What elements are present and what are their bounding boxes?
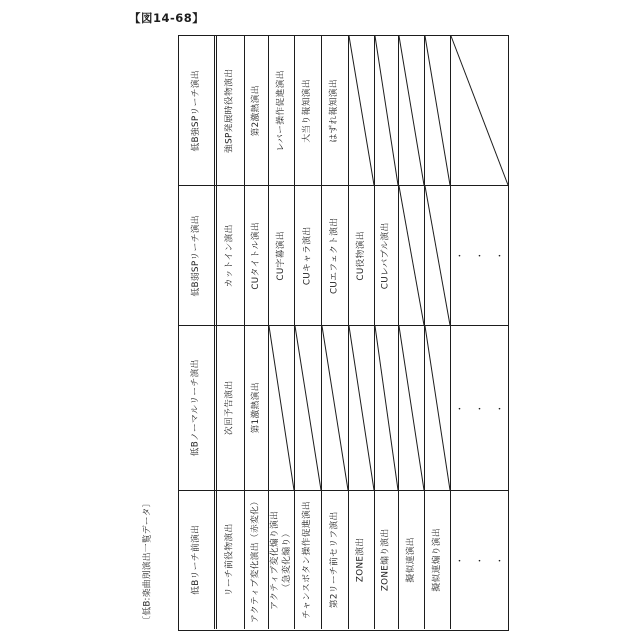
table-cell-empty xyxy=(375,326,399,490)
diagonal-slash-icon xyxy=(375,36,398,185)
table-cell xyxy=(269,36,295,185)
diagonal-slash-icon xyxy=(425,36,450,185)
table-cell-empty xyxy=(425,326,451,490)
cell-label: CUレバブル演出 xyxy=(380,222,391,289)
diagonal-slash-icon xyxy=(399,326,424,490)
diagonal-slash-icon xyxy=(425,326,450,490)
row-header-cell xyxy=(179,36,217,185)
row-header-cell xyxy=(179,491,217,629)
table-cell xyxy=(399,491,425,629)
cell-label-two-line xyxy=(269,510,294,609)
diagonal-slash-icon xyxy=(322,326,348,490)
table-cell-empty xyxy=(269,326,295,490)
cell-label: CUエフェクト演出 xyxy=(329,217,340,294)
table-cell xyxy=(217,36,245,185)
table-cell xyxy=(322,36,349,185)
cell-label: ZONE演出 xyxy=(355,537,366,583)
table-cell-ellipsis xyxy=(451,186,515,325)
diagonal-slash-icon xyxy=(425,186,450,325)
cell-label: 大当り報知演出 xyxy=(302,78,313,143)
table-side-caption-text: 〔低B:楽曲別演出一覧データ〕 xyxy=(142,497,153,625)
table-cell xyxy=(322,186,349,325)
table-cell-empty xyxy=(399,326,425,490)
table-cell xyxy=(245,491,269,629)
table-cell-empty xyxy=(322,326,349,490)
cell-label: レバー操作促進演出 xyxy=(275,69,286,152)
row-header-label: 低Bリーチ前演出 xyxy=(190,524,201,595)
row-header-label: 低Bノーマルリーチ演出 xyxy=(190,359,201,457)
cell-label: 第2激熱演出 xyxy=(250,84,261,137)
table-cell-empty xyxy=(399,36,425,185)
table-row-strong-sp-reach xyxy=(179,36,508,186)
diagonal-slash-icon xyxy=(451,36,508,185)
row-header-cell xyxy=(179,186,217,325)
table-cell xyxy=(295,36,322,185)
table-cell xyxy=(217,491,245,629)
table-cell xyxy=(295,186,322,325)
cell-label: カットイン演出 xyxy=(224,223,235,288)
cell-label: CUキャラ演出 xyxy=(302,226,313,285)
cell-label: CUタイトル演出 xyxy=(250,221,261,290)
table-cell xyxy=(245,36,269,185)
table-side-caption xyxy=(138,486,154,636)
table-row-weak-sp-reach xyxy=(179,186,515,326)
table-cell-empty xyxy=(425,186,451,325)
table-cell xyxy=(217,186,245,325)
cell-label-line2: （急変化煽り） xyxy=(282,528,293,592)
cell-label: 第2リーチ前セリフ演出 xyxy=(329,511,340,609)
diagonal-slash-icon xyxy=(375,326,398,490)
table-cell xyxy=(217,326,245,490)
table-cell-empty xyxy=(349,36,375,185)
row-header-label: 低B強SPリーチ演出 xyxy=(190,69,201,152)
cell-label: 次回予告演出 xyxy=(224,380,235,436)
cell-label: 擬似連煽り演出 xyxy=(431,528,442,592)
cell-label: チャンスボタン操作促進演出 xyxy=(302,501,313,619)
table-cell xyxy=(375,186,399,325)
diagonal-slash-icon xyxy=(269,326,294,490)
row-header-label: 低B弱SPリーチ演出 xyxy=(190,214,201,297)
table-row-pre-reach xyxy=(179,491,515,629)
cell-label: 強SP発展時役物演出 xyxy=(224,68,235,153)
cell-label: 第1激熱演出 xyxy=(250,382,261,434)
table-cell-empty xyxy=(451,36,508,185)
diagonal-slash-icon xyxy=(349,36,374,185)
diagonal-slash-icon xyxy=(399,186,424,325)
table-cell xyxy=(269,491,295,629)
diagonal-slash-icon xyxy=(349,326,374,490)
diagonal-slash-icon xyxy=(399,36,424,185)
table-cell-ellipsis xyxy=(451,326,515,490)
table-cell-empty xyxy=(349,326,375,490)
table-cell-empty xyxy=(399,186,425,325)
table-cell-empty xyxy=(425,36,451,185)
diagonal-slash-icon xyxy=(295,326,321,490)
table-cell xyxy=(322,491,349,629)
figure-number-title: 【図14-68】 xyxy=(129,11,205,25)
table-cell xyxy=(245,326,269,490)
ellipsis-label: ・・・ xyxy=(454,556,515,567)
table-cell xyxy=(269,186,295,325)
table-cell xyxy=(245,186,269,325)
cell-label: リーチ前役物演出 xyxy=(224,523,235,597)
table-cell-empty xyxy=(295,326,322,490)
cell-label: アクティブ変化演出（赤変化） xyxy=(250,496,261,624)
ellipsis-label: ・・・ xyxy=(454,404,515,415)
table-cell-ellipsis xyxy=(451,491,515,629)
table-cell xyxy=(349,186,375,325)
table-cell xyxy=(295,491,322,629)
cell-label: ZONE煽り演出 xyxy=(380,528,391,592)
cell-label: CU役物演出 xyxy=(355,230,366,281)
cell-label: 擬似連演出 xyxy=(405,537,416,583)
cell-label: CU字幕演出 xyxy=(275,230,286,281)
table-row-normal-reach xyxy=(179,326,515,491)
table-cell-empty xyxy=(375,36,399,185)
cell-label: はずれ報知演出 xyxy=(329,78,340,143)
table-cell xyxy=(425,491,451,629)
row-header-cell xyxy=(179,326,217,490)
table-cell xyxy=(349,491,375,629)
table-cell xyxy=(375,491,399,629)
ellipsis-label: ・・・ xyxy=(454,252,515,262)
production-list-table xyxy=(178,35,515,631)
cell-label-line1: アクティブ変化煽り演出 xyxy=(270,510,281,610)
